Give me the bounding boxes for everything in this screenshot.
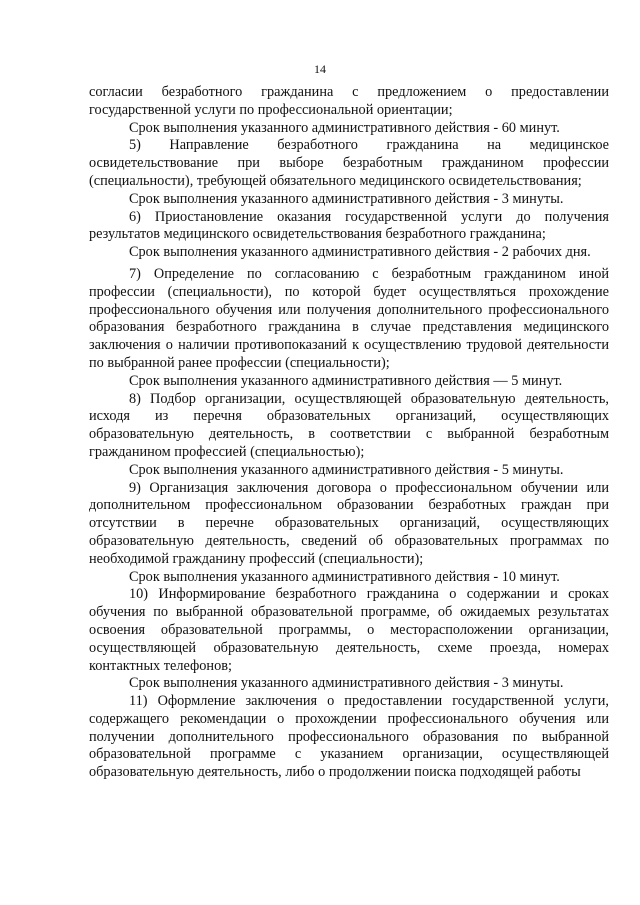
page-number: 14 — [314, 62, 326, 76]
paragraph: 6) Приостановление оказания государственной услуги до получения результатов медицинского освидетельствования безработного гражданина; — [89, 208, 609, 243]
paragraph: Срок выполнения указанного административного действия - 60 минут. — [129, 119, 560, 136]
paragraph: Срок выполнения указанного административного действия - 3 минуты. — [129, 675, 564, 692]
paragraph: Срок выполнения указанного административного действия - 2 рабочих дня. — [129, 244, 591, 261]
paragraph: Срок выполнения указанного административного действия - 3 минуты. — [129, 190, 564, 207]
paragraph: 8) Подбор организации, осуществляющей образовательную деятельность, исходя из перечня образовательных организаций, осуществляющих образовательную деятельность, в соответствии с выбранной безработным гражданином профессией (специальностью); — [89, 390, 609, 460]
paragraph: 5) Направление безработного гражданина на медицинское освидетельствование при выборе безработным гражданином профессии (специальности), требующей обязательного медицинского освидетельствования; — [89, 137, 609, 189]
paragraph: согласии безработного гражданина с предложением о предоставлении государственной услуги по профессиональной ориентации; — [89, 84, 609, 118]
document-body — [89, 84, 609, 782]
paragraph: 9) Организация заключения договора о профессиональном обучении или дополнительном профессиональном образовании безработных граждан при отсутствии в перечне образовательных организаций, осуществляющих образовательную деятельность, сведений об образовательных программах по необходимой гражданину профессий (специальности); — [89, 479, 609, 567]
paragraph: 7) Определение по согласованию с безработным гражданином иной профессии (специальности), по которой будет осуществляться прохождение профессионального обучения или получения дополнительного профессионального образования безработного гражданина в случае представления медицинского заключения о наличии противопоказаний к осуществлению трудовой деятельности по выбранной ранее профессии (специальности); — [89, 265, 609, 371]
paragraph: Срок выполнения указанного административного действия — 5 минут. — [129, 372, 563, 389]
paragraph: 11) Оформление заключения о предоставлении государственной услуги, содержащего рекомендации о прохождении профессионального обучения или получении дополнительного профессионального образования по выбранной образовательной программе с указанием организации, осуществляющей образовательную деятельность, либо о продолжении поиска подходящей работы — [89, 693, 609, 781]
paragraph: Срок выполнения указанного административного действия - 10 минут. — [129, 568, 560, 585]
paragraph: 10) Информирование безработного гражданина о содержании и сроках обучения по выбранной образовательной программе, об ожидаемых результатах освоения образовательной программы, о месторасположении организации, осуществляющей образовательную деятельность, схеме проезда, номерах контактных телефонов; — [89, 586, 609, 674]
paragraph: Срок выполнения указанного административного действия - 5 минуты. — [129, 461, 564, 478]
